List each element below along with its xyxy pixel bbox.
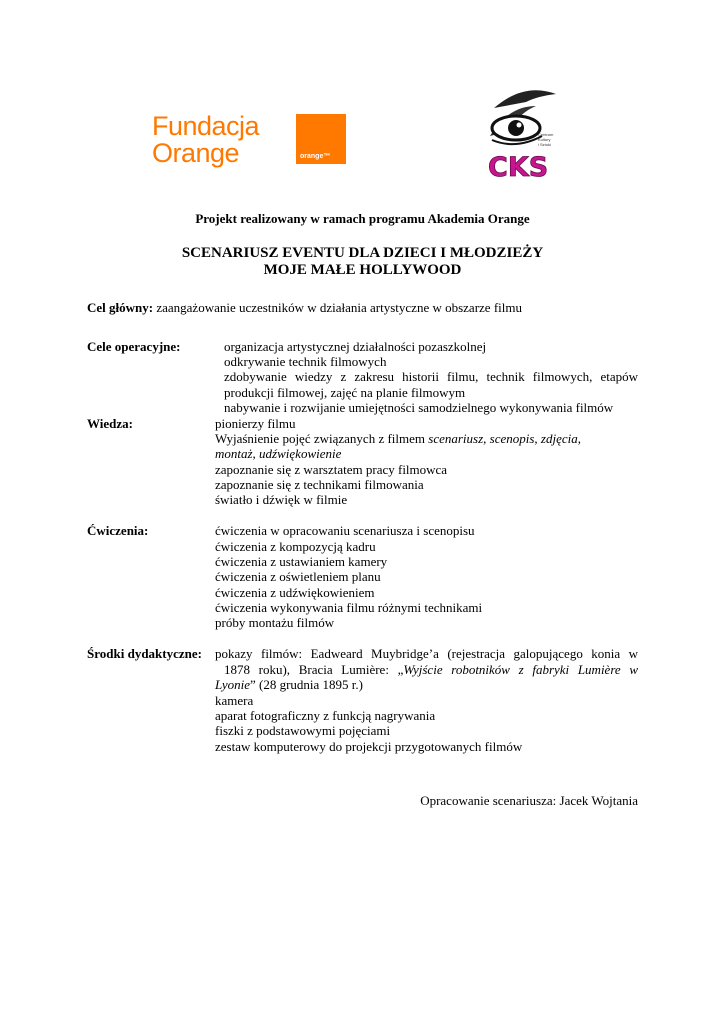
cele-item: organizacja artystycznej działalności pozaszkolnej (224, 339, 487, 354)
orange-brand-box: orange™ (296, 114, 346, 164)
cwiczenia-item: ćwiczenia z ustawianiem kamery (215, 554, 388, 569)
cele-item: odkrywanie technik filmowych (224, 354, 387, 369)
cks-letters: CKS (488, 152, 549, 183)
wiedza-item: montaż, udźwiękowienie (215, 446, 342, 461)
cel-glowny (87, 300, 522, 316)
srodki-label: Środki dydaktyczne: (87, 646, 202, 661)
cwiczenia-item: ćwiczenia wykonywania filmu różnymi technikami (215, 600, 483, 615)
srodki-item: fiszki z podstawowymi pojęciami (215, 723, 391, 738)
cks-small-caption: Centrum Kultury i Sztuki (538, 132, 554, 147)
cwiczenia-item: ćwiczenia z oświetleniem planu (215, 569, 381, 584)
wiedza-item: Wyjaśnienie pojęć związanych z filmem scenariusz, scenopis, zdjęcia, (215, 431, 581, 446)
cks-logo (486, 88, 562, 183)
cel-glowny-label: Cel główny: (87, 300, 154, 315)
srodki-item: kamera (215, 693, 254, 708)
title-line-1: SCENARIUSZ EVENTU DLA DZIECI I MŁODZIEŻY (181, 245, 544, 261)
srodki-line: 1878 roku), Bracia Lumière: „Wyjście robotników z fabryki Lumière w (224, 662, 638, 677)
cele-operacyjne-label: Cele operacyjne: (87, 339, 181, 354)
fundacja-orange-wordmark: Fundacja Orange (152, 111, 260, 168)
cwiczenia-item: ćwiczenia z kompozycją kadru (215, 539, 376, 554)
srodki-line: Lyonie” (28 grudnia 1895 r.) (215, 677, 364, 692)
cele-item: zdobywanie wiedzy z zakresu historii filmu, technik filmowych, etapów (224, 369, 638, 384)
cele-item: nabywanie i rozwijanie umiejętności samodzielnego wykonywania filmów (224, 400, 614, 415)
srodki-line: pokazy filmów: Eadweard Muybridge’a (rejestracja galopującego konia w (215, 646, 638, 661)
wiedza-label: Wiedza: (87, 416, 133, 431)
author-line: Opracowanie scenariusza: Jacek Wojtania (420, 793, 638, 808)
srodki-item: aparat fotograficzny z funkcją nagrywania (215, 708, 436, 723)
wiedza-item: zapoznanie się z technikami filmowania (215, 477, 424, 492)
cele-item: produkcji filmowej, zajęć na planie filmowym (224, 385, 466, 400)
cwiczenia-item: ćwiczenia w opracowaniu scenariusza i scenopisu (215, 523, 475, 538)
title-line-2: MOJE MAŁE HOLLYWOOD (263, 262, 462, 278)
cwiczenia-item: ćwiczenia z udźwiękowieniem (215, 585, 375, 600)
cwiczenia-label: Ćwiczenia: (87, 523, 149, 538)
wiedza-item: światło i dźwięk w filmie (215, 492, 348, 507)
cwiczenia-item: próby montażu filmów (215, 615, 335, 630)
wiedza-item: pionierzy filmu (215, 416, 296, 431)
srodki-item: zestaw komputerowy do projekcji przygotowanych filmów (215, 739, 523, 754)
wiedza-item: zapoznanie się z warsztatem pracy filmowca (215, 462, 448, 477)
project-line: Projekt realizowany w ramach programu Akademia Orange (195, 211, 530, 226)
cel-glowny-text: zaangażowanie uczestników w działania artystyczne w obszarze filmu (153, 300, 522, 315)
fundacja-orange-logo (152, 113, 347, 169)
